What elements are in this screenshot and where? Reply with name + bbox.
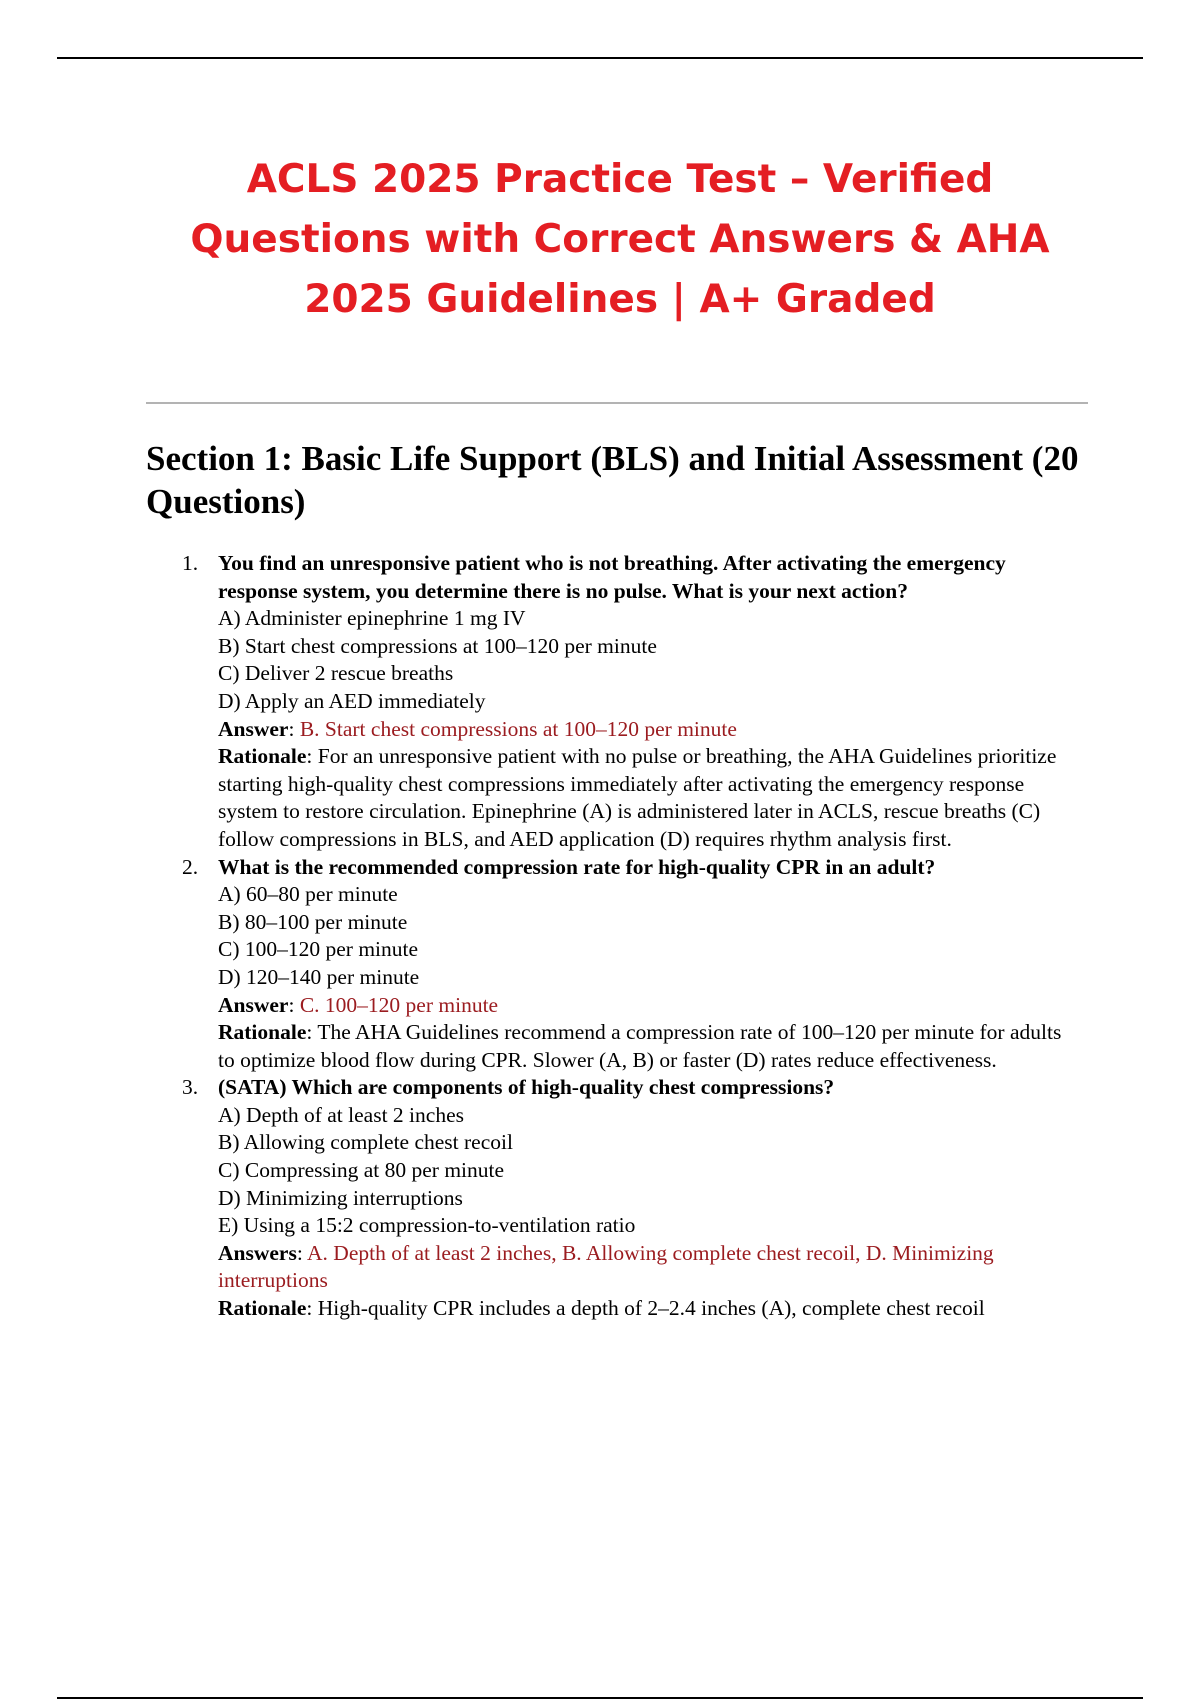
answer-line: Answer: B. Start chest compressions at 100–120 per minute <box>218 716 737 741</box>
answer-option: C) 100–120 per minute <box>218 937 419 962</box>
answer-option: D) Minimizing interruptions <box>218 1185 463 1210</box>
answer-option: D) 120–140 per minute <box>218 964 420 989</box>
page-bottom-rule <box>57 1697 1143 1699</box>
rationale-line: Rationale: High-quality CPR includes a depth of 2–2.4 inches (A), complete chest recoil <box>218 1296 985 1321</box>
answer-line: Answer: C. 100–120 per minute <box>218 992 499 1017</box>
rationale-label: Rationale <box>218 1020 307 1045</box>
answer-option: A) Administer epinephrine 1 mg IV <box>218 606 526 631</box>
answer-label: Answer <box>218 716 289 741</box>
question-list <box>182 550 1082 1323</box>
answer-option: A) 60–80 per minute <box>218 882 398 907</box>
rationale-line: Rationale: For an unresponsive patient with no pulse or breathing, the AHA Guidelines prioritize starting high-quality chest compressions immediately after activating the emergency response system to restore circulation. Epinephrine (A) is administered later in ACLS, rescue breaths (C) follow compressions in BLS, and AED application (D) requires rhythm analysis first. <box>218 744 1057 851</box>
question-number: 1. <box>182 551 199 575</box>
answer-label: Answer <box>218 992 289 1017</box>
answer-option: C) Deliver 2 rescue breaths <box>218 661 454 686</box>
question-number: 2. <box>182 854 199 879</box>
rationale-text: For an unresponsive patient with no pulse or breathing, the AHA Guidelines prioritize starting high-quality chest compressions immediately after activating the emergency response system to restore circulation. Epinephrine (A) is administered later in ACLS, rescue breaths (C) follow compressions in BLS, and AED application (D) requires rhythm analysis first. <box>218 744 1057 851</box>
answer-option: D) Apply an AED immediately <box>218 688 486 713</box>
question-item <box>182 1074 1082 1322</box>
answer-option: C) Compressing at 80 per minute <box>218 1158 505 1183</box>
question-text: (SATA) Which are components of high-quality chest compressions? <box>218 1075 835 1100</box>
correct-answer: B. Start chest compressions at 100–120 per minute <box>299 716 737 741</box>
question-number: 3. <box>182 1075 199 1100</box>
section-heading: Section 1: Basic Life Support (BLS) and Initial Assessment (20 Questions) <box>146 439 1079 521</box>
rationale-text: High-quality CPR includes a depth of 2–2.4 inches (A), complete chest recoil <box>317 1296 985 1321</box>
question-text: What is the recommended compression rate for high-quality CPR in an adult? <box>218 854 936 879</box>
rationale-text: The AHA Guidelines recommend a compression rate of 100–120 per minute for adults to optimize blood flow during CPR. Slower (A, B) or faster (D) rates reduce effectiveness. <box>218 1020 1062 1072</box>
question-item <box>182 854 1082 1075</box>
correct-answer: C. 100–120 per minute <box>299 992 499 1017</box>
answer-line: Answers: A. Depth of at least 2 inches, B. Allowing complete chest recoil, D. Minimizing interruptions <box>218 1240 994 1293</box>
answer-option: B) Start chest compressions at 100–120 per minute <box>218 633 657 658</box>
answer-option: B) Allowing complete chest recoil <box>218 1130 513 1155</box>
answer-option: B) 80–100 per minute <box>218 909 408 934</box>
answer-option: A) Depth of at least 2 inches <box>218 1102 464 1127</box>
rationale-label: Rationale <box>218 1296 307 1321</box>
horizontal-divider <box>146 402 1088 404</box>
rationale-label: Rationale <box>218 744 307 769</box>
page-top-rule <box>57 57 1143 59</box>
question-text: You find an unresponsive patient who is not breathing. After activating the emergency response system, you determine there is no pulse. What is your next action? <box>218 551 1006 603</box>
correct-answer: A. Depth of at least 2 inches, B. Allowing complete chest recoil, D. Minimizing interruptions <box>218 1240 994 1293</box>
answer-label: Answers <box>218 1240 297 1265</box>
question-item <box>182 550 1082 854</box>
document-title: ACLS 2025 Practice Test – Verified Questions with Correct Answers & AHA 2025 Guidelines | A+ Graded <box>190 157 1050 322</box>
answer-option: E) Using a 15:2 compression-to-ventilation ratio <box>218 1213 636 1238</box>
rationale-line: Rationale: The AHA Guidelines recommend a compression rate of 100–120 per minute for adults to optimize blood flow during CPR. Slower (A, B) or faster (D) rates reduce effectiveness. <box>218 1020 1062 1072</box>
